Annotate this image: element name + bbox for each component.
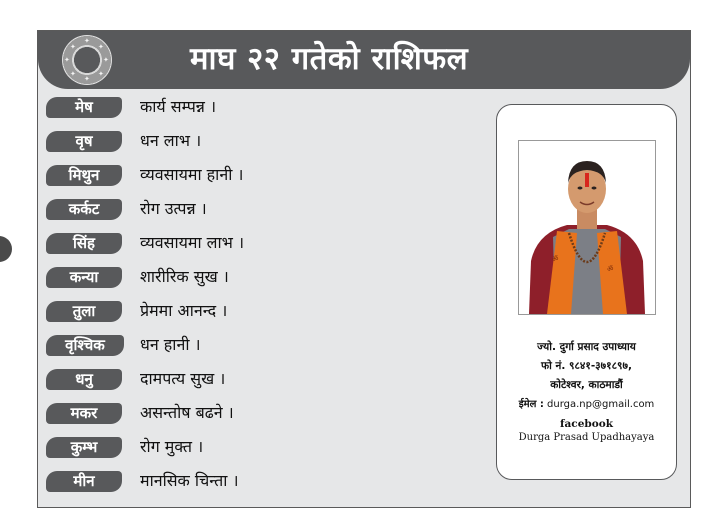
page-title: माघ २२ गतेको राशिफल — [190, 41, 469, 77]
astrologer-phone: फो नं. ९८४१-३७१८९७, — [541, 360, 632, 372]
email-label: ईमेल : — [518, 399, 544, 410]
rashi-badge: मीन — [46, 471, 122, 492]
rashi-reading: असन्तोष बढने । — [140, 403, 234, 422]
rashi-badge: मकर — [46, 403, 122, 424]
rashi-reading: रोग मुक्त । — [140, 437, 204, 456]
rashi-row-dhanu — [46, 366, 496, 392]
rashi-row-vrishchik — [46, 332, 496, 358]
astrologer-address: कोटेश्वर, काठमाडौं — [550, 379, 623, 391]
rashi-row-singh — [46, 230, 496, 256]
side-tab — [0, 236, 12, 262]
rashi-row-vrish — [46, 128, 496, 154]
svg-text:ॐ: ॐ — [552, 255, 559, 263]
rashi-reading: शारीरिक सुख । — [140, 267, 229, 286]
rashi-row-mithun — [46, 162, 496, 188]
rashi-reading: धन हानी । — [140, 335, 201, 354]
rashi-row-karkat — [46, 196, 496, 222]
rashi-reading: व्यवसायमा लाभ । — [140, 233, 245, 252]
rashi-badge: मेष — [46, 97, 122, 118]
rashi-badge: कर्कट — [46, 199, 122, 220]
rashi-badge: कुम्भ — [46, 437, 122, 458]
zodiac-wheel-icon: ✦ ✦ ✦ ✦ ✦ ✦ ✦ ✦ — [62, 35, 112, 85]
rashi-row-makar — [46, 400, 496, 426]
rashi-reading: व्यवसायमा हानी । — [140, 165, 244, 184]
rashi-reading: दामपत्य सुख । — [140, 369, 226, 388]
svg-text:ॐ: ॐ — [607, 265, 614, 273]
rashi-reading: कार्य सम्पन्न । — [140, 97, 217, 116]
rashi-badge: वृश्चिक — [46, 335, 124, 356]
astrologer-card — [496, 104, 677, 480]
facebook-label: facebook — [559, 418, 614, 430]
rashi-badge: धनु — [46, 369, 122, 390]
rashi-badge: कन्या — [46, 267, 122, 288]
rashi-reading: मानसिक चिन्ता । — [140, 471, 239, 490]
astrologer-email-line — [497, 395, 676, 414]
rashi-reading: धन लाभ । — [140, 131, 202, 150]
facebook-name: Durga Prasad Upadhayaya — [518, 432, 655, 443]
astrologer-email: durga.np@gmail.com — [547, 399, 655, 410]
rashi-row-kumbha — [46, 434, 496, 460]
rashifal-panel — [37, 30, 691, 508]
rashi-row-meen — [46, 468, 496, 494]
rashi-row-kanya — [46, 264, 496, 290]
rashi-badge: मिथुन — [46, 165, 122, 186]
rashi-badge: वृष — [46, 131, 122, 152]
astrologer-contact — [497, 338, 676, 445]
rashi-badge: सिंह — [46, 233, 122, 254]
rashi-reading: प्रेममा आनन्द । — [140, 301, 228, 320]
astrologer-name: ज्यो. दुर्गा प्रसाद उपाध्याय — [537, 341, 636, 353]
header-bar — [38, 31, 690, 89]
astrologer-photo — [518, 140, 656, 315]
rashi-row-tula — [46, 298, 496, 324]
rashi-reading: रोग उत्पन्न । — [140, 199, 207, 218]
rashi-badge: तुला — [46, 301, 122, 322]
rashi-row-mesh — [46, 94, 496, 120]
